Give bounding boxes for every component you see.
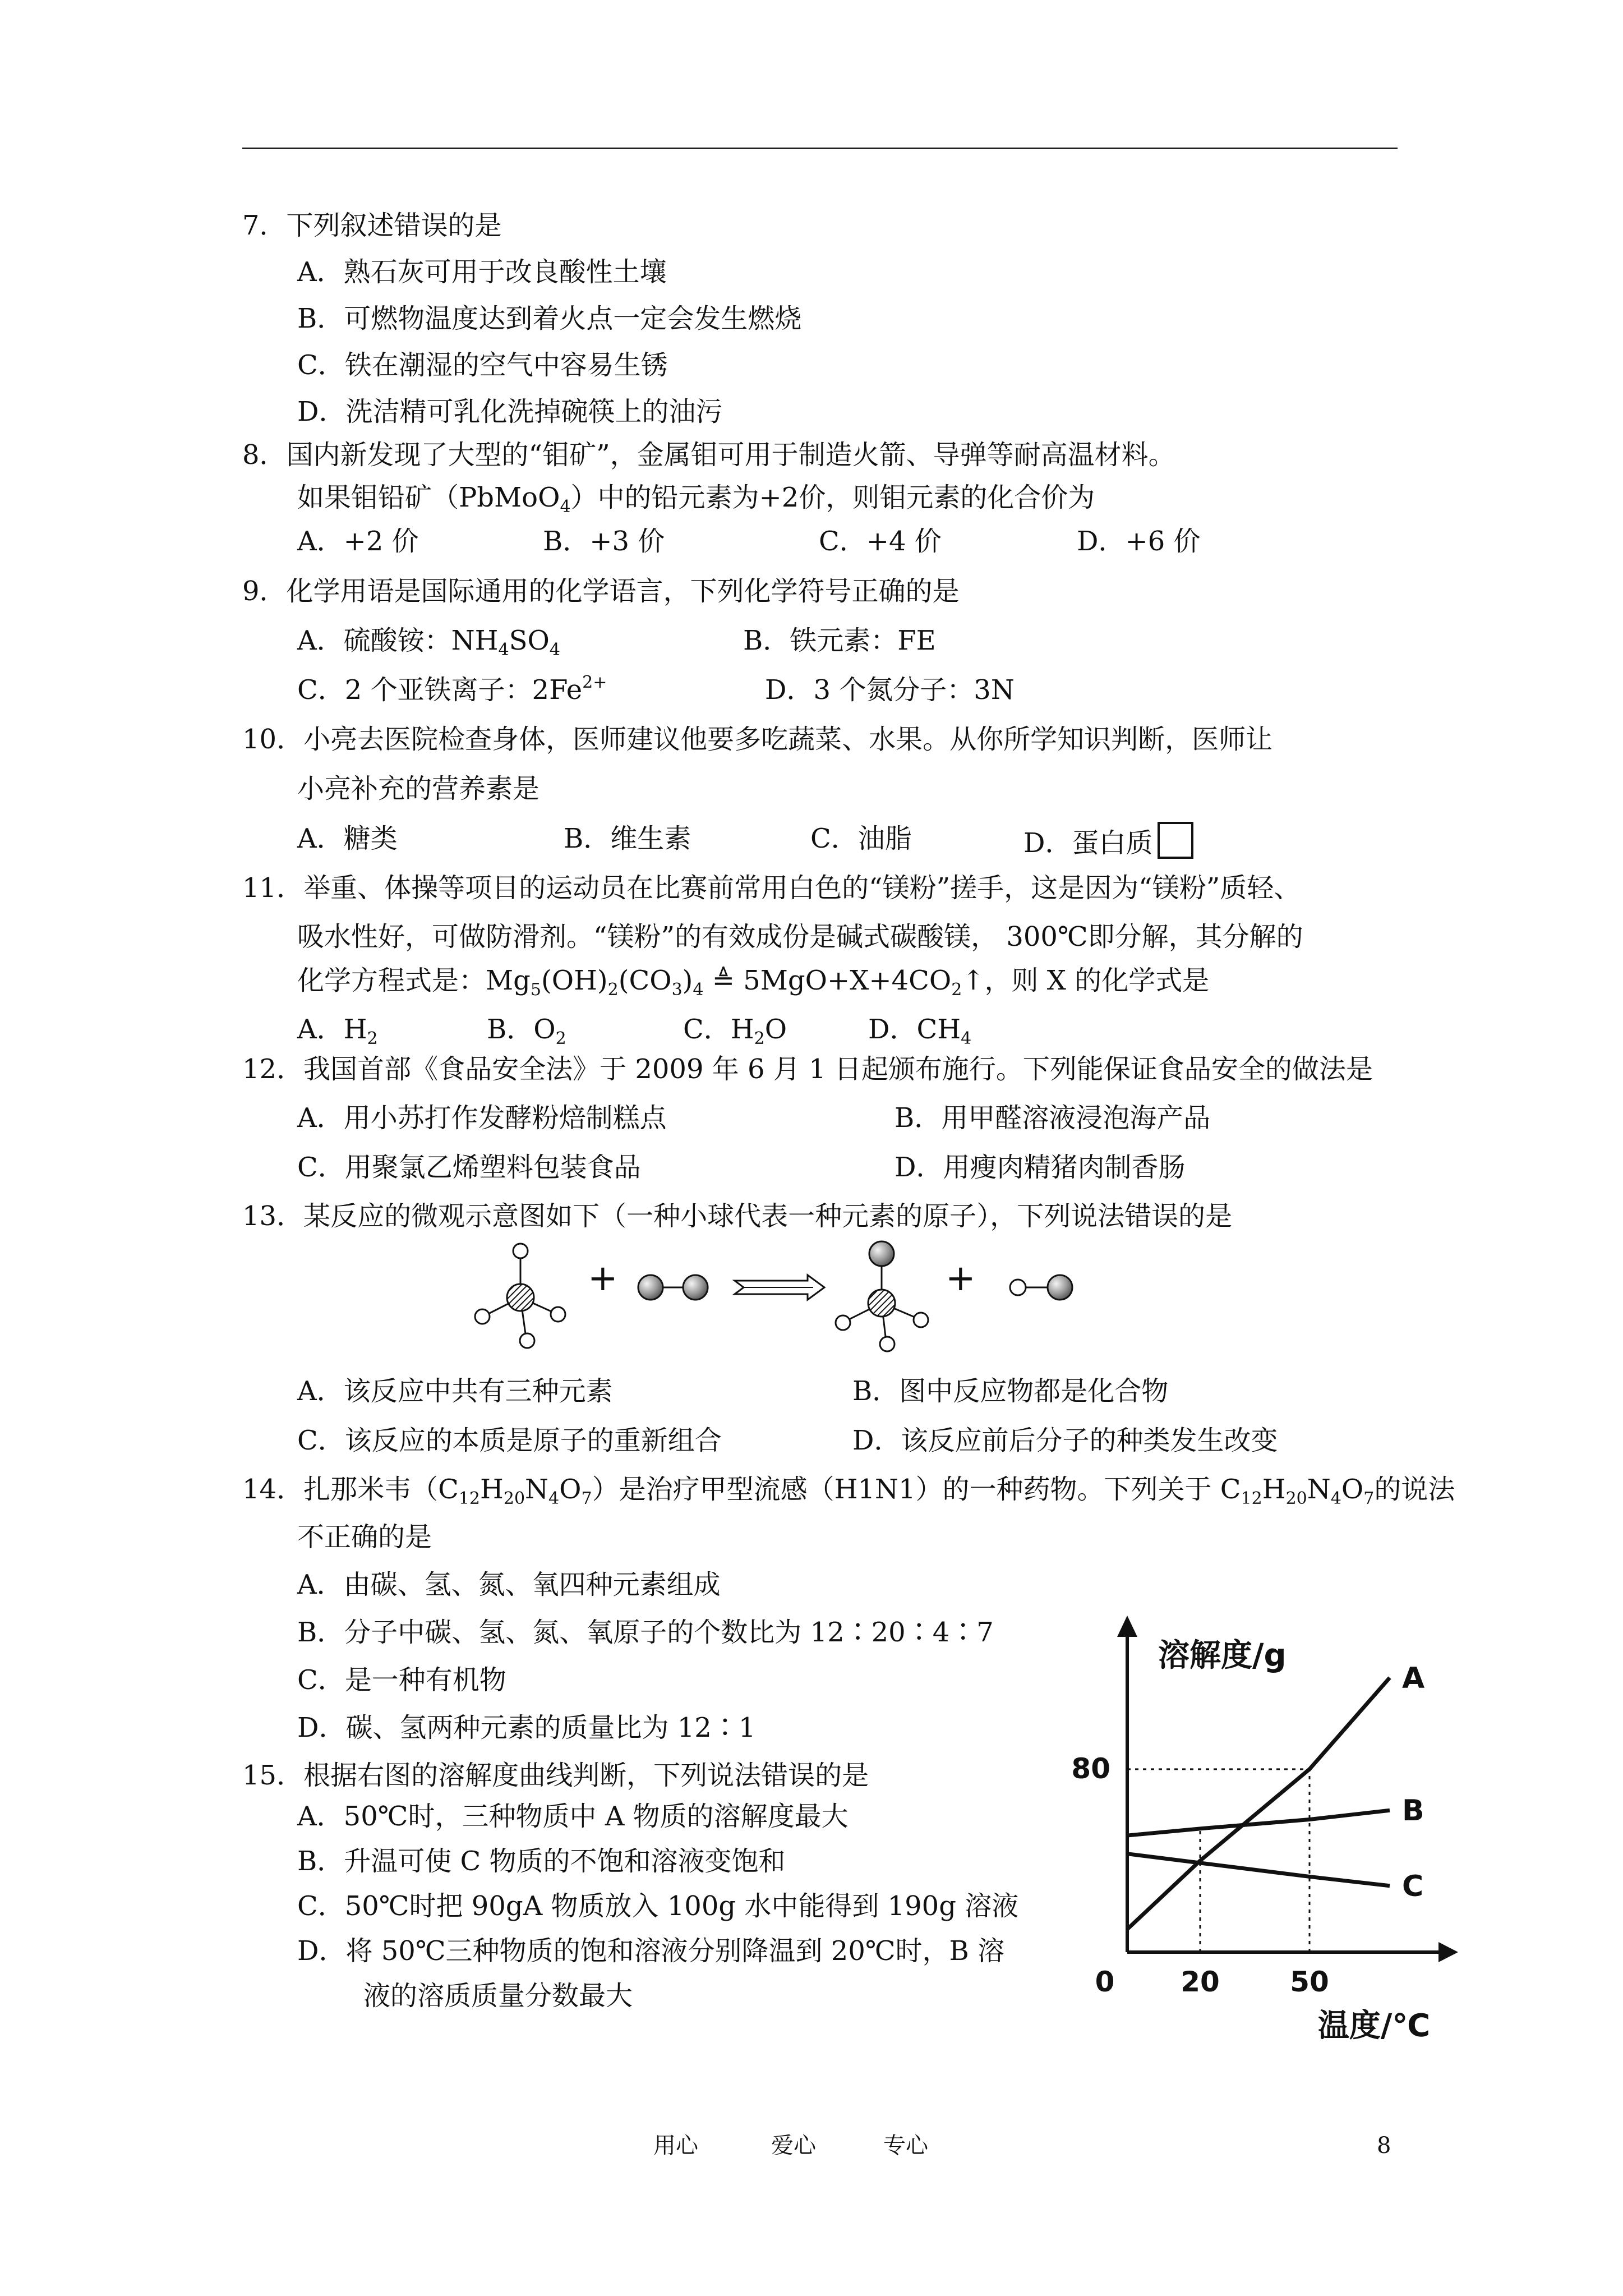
q7-option-a: A．熟石灰可用于改良酸性土壤: [297, 256, 667, 288]
q7-stem: 7．下列叙述错误的是: [242, 210, 502, 241]
q11-stem: 11．举重、体操等项目的运动员在比赛前常用白色的“镁粉”搓手，这是因为“镁粉”质轻、: [242, 872, 1301, 904]
q12-option-c: C．用聚氯乙烯塑料包装食品: [297, 1152, 641, 1183]
series-label-b: B: [1402, 1794, 1424, 1828]
q14-option-b: B．分子中碳、氢、氮、氧原子的个数比为 12∶20∶4∶7: [297, 1617, 994, 1648]
reactant-molecule-1: [475, 1244, 565, 1348]
q13-option-a: A．该反应中共有三种元素: [297, 1375, 613, 1407]
plus-sign-1: +: [588, 1258, 618, 1299]
q14-option-a: A．由碳、氢、氮、氧四种元素组成: [297, 1569, 721, 1600]
reaction-diagram: [460, 1231, 1122, 1355]
q12-option-a: A．用小苏打作发酵粉焙制糕点: [297, 1102, 667, 1134]
q13-option-c: C．该反应的本质是原子的重新组合: [297, 1425, 722, 1456]
q14-stem-line2: 不正确的是: [297, 1521, 432, 1553]
series-line-c: [1127, 1854, 1390, 1886]
series-label-c: C: [1402, 1869, 1424, 1903]
q9-stem: 9．化学用语是国际通用的化学语言，下列化学符号正确的是: [242, 576, 960, 607]
q14-option-c: C．是一种有机物: [297, 1664, 506, 1696]
q9-option-d: D．3 个氮分子：3N: [765, 674, 1015, 706]
q14-stem: 14．扎那米韦$(C_{12}H_{20}N_4O_7)$是治疗甲型流感（H1N1）的一种药物。下列关于 $C_{12}H_{20}N_4O_7$的说法: [242, 1474, 1455, 1508]
product-molecule-1: [836, 1241, 928, 1351]
reactant-molecule-2: [638, 1275, 708, 1300]
q15-stem: 15．根据右图的溶解度曲线判断，下列说法错误的是: [242, 1760, 869, 1791]
q10-option-c: C．油脂: [810, 823, 912, 854]
q12-stem: 12．我国首部《食品安全法》于 2009 年 6 月 1 日起颁布施行。下列能保证食品安全的做法是: [242, 1053, 1373, 1085]
q8-stem-line2: 如果钼铅矿（PbMoO$_4$）中的铅元素为+2价，则钼元素的化合价为: [297, 482, 1095, 517]
q11-equation-line: 化学方程式是：$Mg_5(OH)_2(CO_3)_4$ ≜ $5MgO+X+4CO_2↑$，则 X 的化学式是: [297, 965, 1210, 1000]
x-tick-label-50: 50: [1290, 1966, 1329, 1998]
footer-motto-1: 用心: [653, 2133, 698, 2159]
q9-option-b: B．铁元素：FE: [743, 625, 936, 656]
q11-option-d: D．$CH_4$: [868, 1014, 972, 1048]
q9-option-a: A．硫酸铵：$NH_4SO_4$: [297, 625, 560, 660]
x-axis-arrow: [1438, 1942, 1458, 1962]
series-line-a: [1127, 1678, 1390, 1929]
q12-option-d: D．用瘦肉精猪肉制香肠: [895, 1152, 1186, 1183]
header-rule: [242, 148, 1398, 149]
q10-option-b: B．维生素: [564, 823, 691, 854]
x-axis-label: 温度/℃: [1317, 2008, 1431, 2044]
solubility-chart: [1054, 1604, 1464, 2053]
q11-option-a: A．$H_2$: [297, 1014, 378, 1048]
q15-option-a: A．50℃时，三种物质中 A 物质的溶解度最大: [297, 1801, 849, 1832]
x-tick-label-0: 0: [1095, 1966, 1115, 1998]
answer-box: [1158, 822, 1193, 859]
q8-option-b: B．+3 价: [543, 526, 665, 557]
q10-option-d: D．蛋白质: [1023, 822, 1193, 860]
q10-option-a: A．糖类: [297, 823, 398, 854]
q15-option-d: D．将 50℃三种物质的饱和溶液分别降温到 20℃时，B 溶: [297, 1935, 1005, 1967]
q8-option-d: D．+6 价: [1077, 526, 1201, 557]
q12-option-b: B．用甲醛溶液浸泡海产品: [895, 1102, 1211, 1134]
y-axis-label: 溶解度/g: [1158, 1637, 1287, 1674]
q7-option-d: D．洗洁精可乳化洗掉碗筷上的油污: [297, 396, 723, 427]
q11-option-b: B．$O_2$: [487, 1014, 566, 1048]
series-label-a: A: [1402, 1661, 1425, 1695]
page-number: 8: [1377, 2133, 1391, 2159]
product-molecule-2: [1010, 1275, 1072, 1300]
q15-option-b: B．升温可使 C 物质的不饱和溶液变饱和: [297, 1846, 786, 1877]
q14-option-d: D．碳、氢两种元素的质量比为 12∶1: [297, 1712, 756, 1743]
reaction-arrow: [735, 1275, 824, 1300]
q8-stem: 8．国内新发现了大型的“钼矿”，金属钼可用于制造火箭、导弹等耐高温材料。: [242, 439, 1175, 471]
q9-option-c: C．2 个亚铁离子：$2Fe^{2+}$: [297, 673, 607, 706]
q11-stem-line2: 吸水性好，可做防滑剂。“镁粉”的有效成份是碱式碳酸镁， 300℃即分解，其分解的: [297, 921, 1303, 953]
footer-motto-2: 爱心: [771, 2133, 816, 2159]
footer-motto-3: 专心: [883, 2133, 928, 2159]
q15-option-d-cont: 液的溶质质量分数最大: [363, 1980, 633, 2012]
q7-option-b: B．可燃物温度达到着火点一定会发生燃烧: [297, 303, 802, 334]
q8-option-a: A．+2 价: [297, 526, 419, 557]
q15-option-c: C．50℃时把 90gA 物质放入 100g 水中能得到 190g 溶液: [297, 1890, 1019, 1922]
q10-stem-line2: 小亮补充的营养素是: [297, 773, 540, 804]
q7-option-c: C．铁在潮湿的空气中容易生锈: [297, 349, 668, 381]
x-tick-label-20: 20: [1181, 1966, 1220, 1998]
q11-option-c: C．$H_2O$: [683, 1014, 787, 1048]
q13-stem: 13．某反应的微观示意图如下（一种小球代表一种元素的原子），下列说法错误的是: [242, 1200, 1233, 1232]
q13-option-d: D．该反应前后分子的种类发生改变: [852, 1425, 1278, 1456]
q10-stem: 10．小亮去医院检查身体，医师建议他要多吃蔬菜、水果。从你所学知识判断，医师让: [242, 724, 1273, 755]
y-tick-label-80: 80: [1071, 1752, 1110, 1785]
plus-sign-2: +: [946, 1258, 976, 1299]
q13-option-b: B．图中反应物都是化合物: [852, 1375, 1169, 1407]
y-axis-arrow: [1117, 1616, 1137, 1637]
q8-option-c: C．+4 价: [819, 526, 942, 557]
